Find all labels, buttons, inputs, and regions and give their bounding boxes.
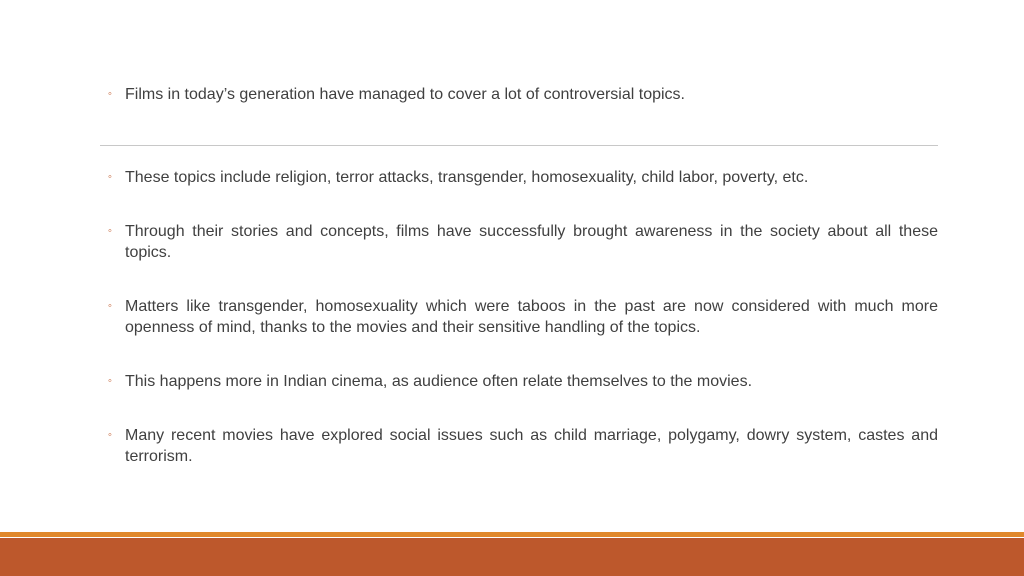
list-item (108, 371, 938, 392)
title-area (108, 84, 938, 105)
list-item-text: Through their stories and concepts, films have successfully brought awareness in the society about all these topics. (125, 223, 938, 261)
title-divider (100, 145, 938, 146)
list-item-text: These topics include religion, terror attacks, transgender, homosexuality, child labor, poverty, etc. (125, 169, 809, 186)
content-area (108, 167, 938, 500)
list-item-text: Matters like transgender, homosexuality which were taboos in the past are now considered with much more openness of mind, thanks to the movies and their sensitive handling of the topics. (125, 298, 938, 336)
list-item-text: Many recent movies have explored social issues such as child marriage, polygamy, dowry system, castes and terrorism. (125, 427, 938, 465)
list-item-text: This happens more in Indian cinema, as audience often relate themselves to the movies. (125, 373, 753, 390)
list-item (108, 221, 938, 263)
footer-accent-stripe (0, 532, 1024, 537)
bullet-circle-icon: ◦ (108, 88, 112, 100)
list-item (108, 167, 938, 188)
bullet-circle-icon: ◦ (108, 171, 112, 183)
bullet-circle-icon: ◦ (108, 225, 112, 237)
bullet-circle-icon: ◦ (108, 300, 112, 312)
bullet-circle-icon: ◦ (108, 375, 112, 387)
footer-band (0, 538, 1024, 576)
title-bullet (108, 84, 938, 105)
list-item (108, 296, 938, 338)
list-item (108, 425, 938, 467)
bullet-circle-icon: ◦ (108, 429, 112, 441)
title-bullet-text: Films in today’s generation have managed to cover a lot of controversial topics. (125, 86, 685, 103)
